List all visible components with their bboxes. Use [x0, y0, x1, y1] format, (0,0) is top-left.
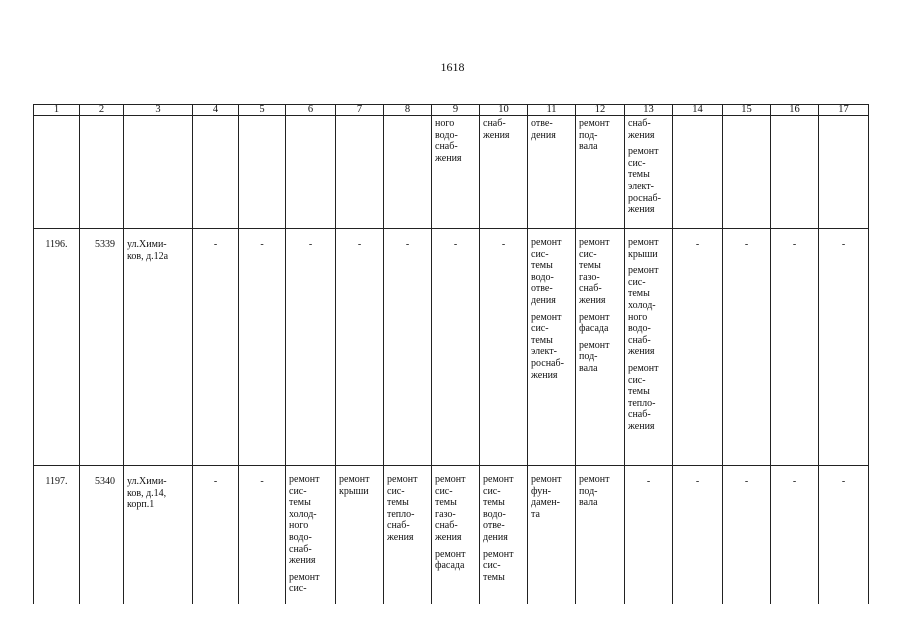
work-item — [628, 118, 669, 141]
work-item — [531, 237, 572, 307]
address-line: ков, д.14, — [127, 487, 167, 499]
work-cell — [336, 466, 384, 605]
column-number-17: 17 — [819, 105, 869, 116]
work-item-line: фасада — [435, 560, 465, 572]
empty-dash-cell: - — [193, 229, 239, 466]
work-item-line: жения — [628, 346, 655, 358]
building-code-cell: 5339 — [80, 229, 124, 466]
column-number-1: 1 — [34, 105, 80, 116]
work-item-line: ного — [435, 118, 455, 129]
work-item-line: ремонт — [289, 571, 320, 583]
work-item-line: жения — [387, 531, 414, 543]
work-item-line: снаб- — [579, 283, 602, 295]
work-item-line: ремонт — [628, 265, 659, 277]
empty-dash-cell: - — [384, 229, 432, 466]
work-item-line: роснаб- — [531, 357, 564, 369]
address-line: ул.Хими- — [127, 476, 167, 487]
column-number-6: 6 — [286, 105, 336, 116]
work-item — [483, 549, 524, 584]
work-cell — [625, 116, 673, 229]
column-number-row — [34, 105, 869, 116]
work-item-line: ремонт — [579, 118, 610, 129]
work-item-line: сис- — [628, 157, 646, 169]
work-item-line: жения — [628, 129, 655, 141]
work-item — [628, 265, 669, 358]
work-item-line: темы — [628, 169, 650, 181]
work-cell — [286, 116, 336, 229]
work-item-line: ремонт — [628, 362, 659, 374]
work-item-line: отве- — [531, 283, 553, 295]
work-item — [531, 474, 572, 520]
empty-dash-cell: - — [432, 229, 480, 466]
work-cell — [771, 116, 819, 229]
work-item — [579, 474, 621, 509]
work-item-line: ремонт — [579, 237, 610, 248]
work-item-line: снаб- — [628, 118, 651, 129]
work-item-line: темы — [531, 334, 553, 346]
row-number-cell: 1196. — [34, 229, 80, 466]
work-cell — [723, 116, 771, 229]
work-item — [483, 118, 524, 141]
empty-dash-cell: - — [771, 229, 819, 466]
work-item-line: сис- — [483, 560, 501, 572]
work-item-line: темы — [483, 571, 505, 583]
empty-dash-cell: - — [239, 466, 286, 605]
work-cell — [528, 116, 576, 229]
work-item-line: сис- — [435, 485, 453, 497]
work-item — [628, 363, 669, 433]
column-number-14: 14 — [673, 105, 723, 116]
work-item-line: элект- — [628, 180, 654, 192]
empty-dash-cell: - — [625, 466, 673, 605]
work-item-line: вала — [579, 362, 598, 374]
work-item-line: темы — [579, 260, 601, 272]
column-number-16: 16 — [771, 105, 819, 116]
column-number-10: 10 — [480, 105, 528, 116]
work-item-line: крыши — [339, 485, 369, 497]
work-cell — [34, 116, 80, 229]
work-item-line: ремонт — [579, 311, 610, 323]
work-item-line: сис- — [483, 485, 501, 497]
column-number-3: 3 — [124, 105, 193, 116]
work-item-line: жения — [531, 369, 558, 381]
empty-dash-cell: - — [673, 229, 723, 466]
work-cell — [432, 466, 480, 605]
column-number-8: 8 — [384, 105, 432, 116]
work-item-line: водо- — [628, 323, 651, 335]
work-item-line: снаб- — [435, 141, 458, 153]
work-item-line: снаб- — [628, 334, 651, 346]
table-row — [34, 116, 869, 229]
work-item-line: вала — [579, 497, 598, 509]
work-cell — [528, 229, 576, 466]
work-item-line: сис- — [531, 248, 549, 260]
work-item — [435, 549, 476, 572]
work-item-line: водо- — [289, 531, 312, 543]
work-item — [579, 312, 621, 335]
work-item-line: вала — [579, 141, 598, 153]
work-item-line: отве- — [531, 118, 553, 129]
empty-dash-cell: - — [336, 229, 384, 466]
column-number-4: 4 — [193, 105, 239, 116]
work-item-line: дамен- — [531, 497, 560, 509]
column-number-2: 2 — [80, 105, 124, 116]
work-item-line: жения — [435, 152, 462, 164]
work-item-line: сис- — [289, 485, 307, 497]
work-cell — [124, 116, 193, 229]
work-cell — [432, 116, 480, 229]
work-item-line: снаб- — [435, 520, 458, 532]
work-cell — [480, 466, 528, 605]
work-item-line: жения — [435, 531, 462, 543]
empty-dash-cell: - — [723, 466, 771, 605]
table-row — [34, 466, 869, 605]
work-item — [339, 474, 380, 497]
work-item-line: ного — [289, 520, 309, 532]
empty-dash-cell: - — [193, 466, 239, 605]
empty-dash-cell: - — [819, 229, 869, 466]
work-cell — [80, 116, 124, 229]
work-item-line: та — [531, 508, 540, 520]
work-cell — [336, 116, 384, 229]
work-item-line: ремонт — [628, 237, 659, 248]
work-item-line: ремонт — [483, 548, 514, 560]
address-line: ул.Хими- — [127, 239, 167, 250]
column-number-11: 11 — [528, 105, 576, 116]
work-item-line: сис- — [289, 583, 307, 595]
work-item-line: ремонт — [579, 339, 610, 351]
work-item — [531, 118, 572, 141]
empty-dash-cell: - — [819, 466, 869, 605]
work-item-line: жения — [628, 420, 655, 432]
work-item — [289, 474, 332, 567]
work-item-line: под- — [579, 485, 598, 497]
work-item-line: тепло- — [628, 397, 656, 409]
work-item-line: ремонт — [531, 237, 562, 248]
work-item-line: ремонт — [483, 474, 514, 485]
work-item-line: дения — [483, 531, 508, 543]
work-item-line: холод- — [289, 508, 317, 520]
work-item-line: ремонт — [531, 311, 562, 323]
work-item-line: под- — [579, 129, 598, 141]
work-item-line: холод- — [628, 299, 656, 311]
work-item-line: газо- — [435, 508, 456, 520]
work-item-line: ремонт — [339, 474, 370, 485]
table-row — [34, 229, 869, 466]
work-item-line: жения — [483, 129, 510, 141]
column-number-13: 13 — [625, 105, 673, 116]
work-cell — [480, 116, 528, 229]
work-item-line: элект- — [531, 346, 557, 358]
empty-dash-cell: - — [480, 229, 528, 466]
repair-schedule-table — [33, 104, 869, 604]
work-item-line: темы — [628, 386, 650, 398]
work-item-line: жения — [579, 294, 606, 306]
column-number-12: 12 — [576, 105, 625, 116]
building-code-cell: 5340 — [80, 466, 124, 605]
work-cell — [625, 229, 673, 466]
empty-dash-cell: - — [673, 466, 723, 605]
work-item-line: жения — [289, 555, 316, 567]
work-item-line: ремонт — [579, 474, 610, 485]
work-item-line: фасада — [579, 323, 609, 335]
column-number-9: 9 — [432, 105, 480, 116]
work-item — [579, 340, 621, 375]
work-item-line: сис- — [628, 374, 646, 386]
work-item — [387, 474, 428, 544]
work-item — [628, 146, 669, 216]
row-number-cell: 1197. — [34, 466, 80, 605]
work-item-line: ремонт — [387, 474, 418, 485]
work-item-line: сис- — [387, 485, 405, 497]
work-item-line: темы — [531, 260, 553, 272]
work-item-line: темы — [628, 288, 650, 300]
work-item-line: снаб- — [483, 118, 506, 129]
work-item-line: роснаб- — [628, 192, 661, 204]
work-item-line: снаб- — [628, 409, 651, 421]
work-cell — [384, 466, 432, 605]
empty-dash-cell: - — [239, 229, 286, 466]
work-cell — [384, 116, 432, 229]
work-item-line: крыши — [628, 248, 658, 260]
work-item — [628, 237, 669, 260]
work-cell — [576, 116, 625, 229]
work-item-line: сис- — [531, 323, 549, 335]
work-item-line: фун- — [531, 485, 551, 497]
work-item-line: ремонт — [628, 146, 659, 158]
work-cell — [239, 116, 286, 229]
work-item — [579, 237, 621, 307]
work-item-line: ремонт — [435, 474, 466, 485]
work-item-line: снаб- — [289, 543, 312, 555]
work-item-line: жения — [628, 204, 655, 216]
work-cell — [819, 116, 869, 229]
page-number: 1618 — [440, 60, 465, 74]
address-line: ков, д.12а — [127, 250, 169, 262]
work-cell — [193, 116, 239, 229]
work-item-line: водо- — [531, 271, 554, 283]
work-item-line: темы — [289, 497, 311, 509]
address-cell — [124, 229, 193, 466]
work-item — [579, 118, 621, 153]
work-item-line: под- — [579, 351, 598, 363]
work-item-line: ремонт — [435, 548, 466, 560]
work-item-line: водо- — [435, 129, 458, 141]
work-item — [435, 118, 476, 164]
empty-dash-cell: - — [286, 229, 336, 466]
work-cell — [576, 229, 625, 466]
column-number-5: 5 — [239, 105, 286, 116]
work-cell — [576, 466, 625, 605]
work-item-line: ремонт — [289, 474, 320, 485]
work-item-line: дения — [531, 294, 556, 306]
work-item-line: темы — [483, 497, 505, 509]
work-item-line: темы — [387, 497, 409, 509]
column-number-15: 15 — [723, 105, 771, 116]
work-item-line: темы — [435, 497, 457, 509]
work-item — [531, 312, 572, 382]
empty-dash-cell: - — [771, 466, 819, 605]
address-cell — [124, 466, 193, 605]
work-item-line: ного — [628, 311, 648, 323]
address-line: корп.1 — [127, 499, 155, 511]
work-item — [435, 474, 476, 544]
work-cell — [528, 466, 576, 605]
work-item-line: водо- — [483, 508, 506, 520]
work-item — [483, 474, 524, 544]
work-item-line: ремонт — [531, 474, 562, 485]
work-item-line: дения — [531, 129, 556, 141]
empty-dash-cell: - — [723, 229, 771, 466]
work-item — [289, 572, 332, 595]
work-cell — [286, 466, 336, 605]
column-number-7: 7 — [336, 105, 384, 116]
work-item-line: сис- — [628, 276, 646, 288]
work-cell — [673, 116, 723, 229]
work-item-line: снаб- — [387, 520, 410, 532]
work-item-line: тепло- — [387, 508, 415, 520]
work-item-line: газо- — [579, 271, 600, 283]
work-item-line: сис- — [579, 248, 597, 260]
work-item-line: отве- — [483, 520, 505, 532]
